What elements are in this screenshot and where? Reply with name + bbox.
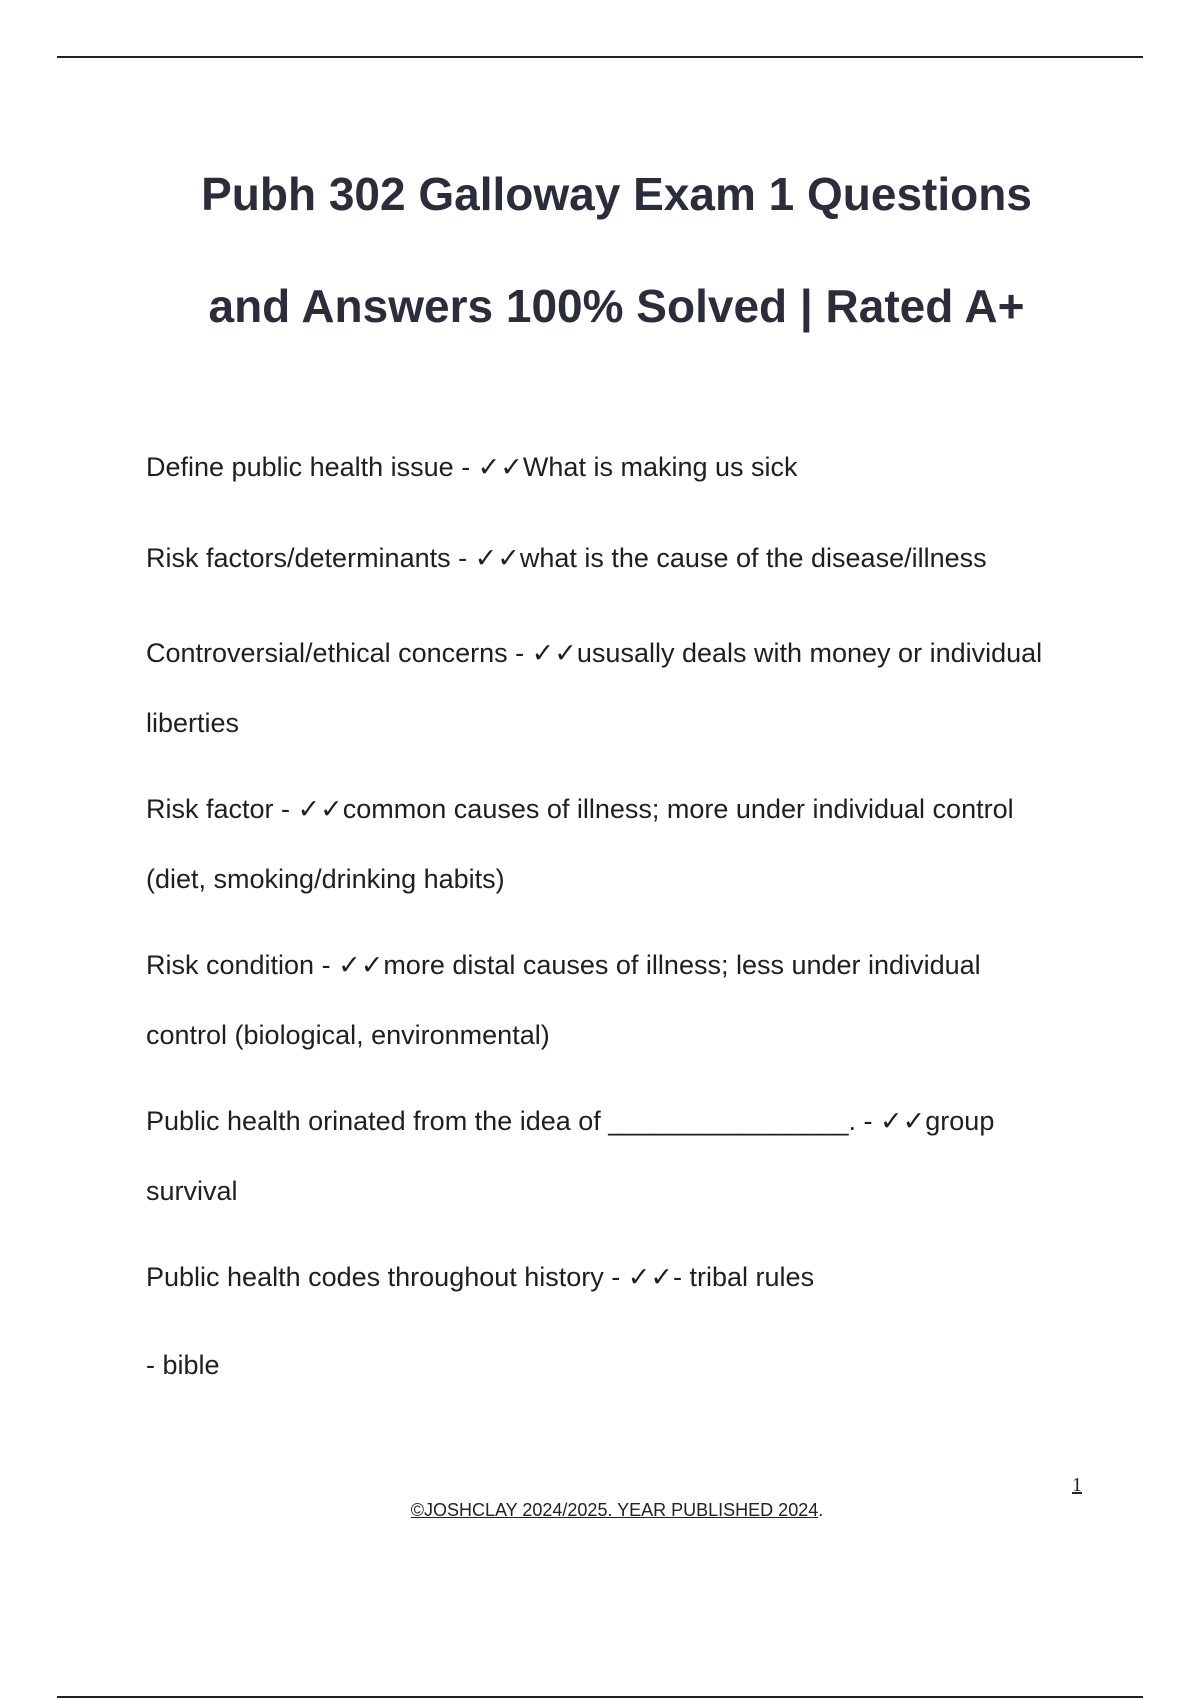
qa-item-1	[146, 432, 1096, 502]
qa-text-continuation: (diet, smoking/drinking habits)	[146, 864, 505, 894]
qa-item-6	[146, 1086, 1096, 1226]
qa-text: Risk factor - ✓✓common causes of illness; more under individual control	[146, 794, 1014, 824]
qa-item-3	[146, 618, 1096, 758]
footer-period: .	[818, 1500, 824, 1520]
qa-text: Risk factors/determinants - ✓✓what is the cause of the disease/illness	[146, 543, 987, 573]
title-line-1: Pubh 302 Galloway Exam 1 Questions	[201, 168, 1032, 220]
qa-item-7	[146, 1242, 1096, 1312]
qa-text: - bible	[146, 1350, 220, 1380]
qa-text: Public health orinated from the idea of ________________. - ✓✓group	[146, 1106, 995, 1136]
qa-item-4	[146, 774, 1096, 914]
qa-text: Public health codes throughout history - ✓✓- tribal rules	[146, 1262, 815, 1292]
qa-item-8	[146, 1330, 1096, 1400]
bottom-rule	[57, 1696, 1143, 1698]
footer	[0, 1500, 1200, 1521]
qa-item-5	[146, 930, 1096, 1070]
qa-item-2	[146, 523, 1096, 593]
qa-text-continuation: survival	[146, 1176, 238, 1206]
title-line-2: and Answers 100% Solved | Rated A+	[208, 280, 1025, 332]
document-title	[120, 138, 1113, 362]
qa-text: Controversial/ethical concerns - ✓✓ususally deals with money or individual	[146, 638, 1043, 668]
qa-text: Define public health issue - ✓✓What is making us sick	[146, 452, 798, 482]
top-rule	[57, 56, 1143, 58]
qa-text-continuation: control (biological, environmental)	[146, 1020, 550, 1050]
page-number: 1	[1072, 1474, 1082, 1496]
qa-text-continuation: liberties	[146, 708, 240, 738]
qa-text: Risk condition - ✓✓more distal causes of illness; less under individual	[146, 950, 981, 980]
footer-copyright: ©JOSHCLAY 2024/2025. YEAR PUBLISHED 2024	[410, 1500, 819, 1520]
